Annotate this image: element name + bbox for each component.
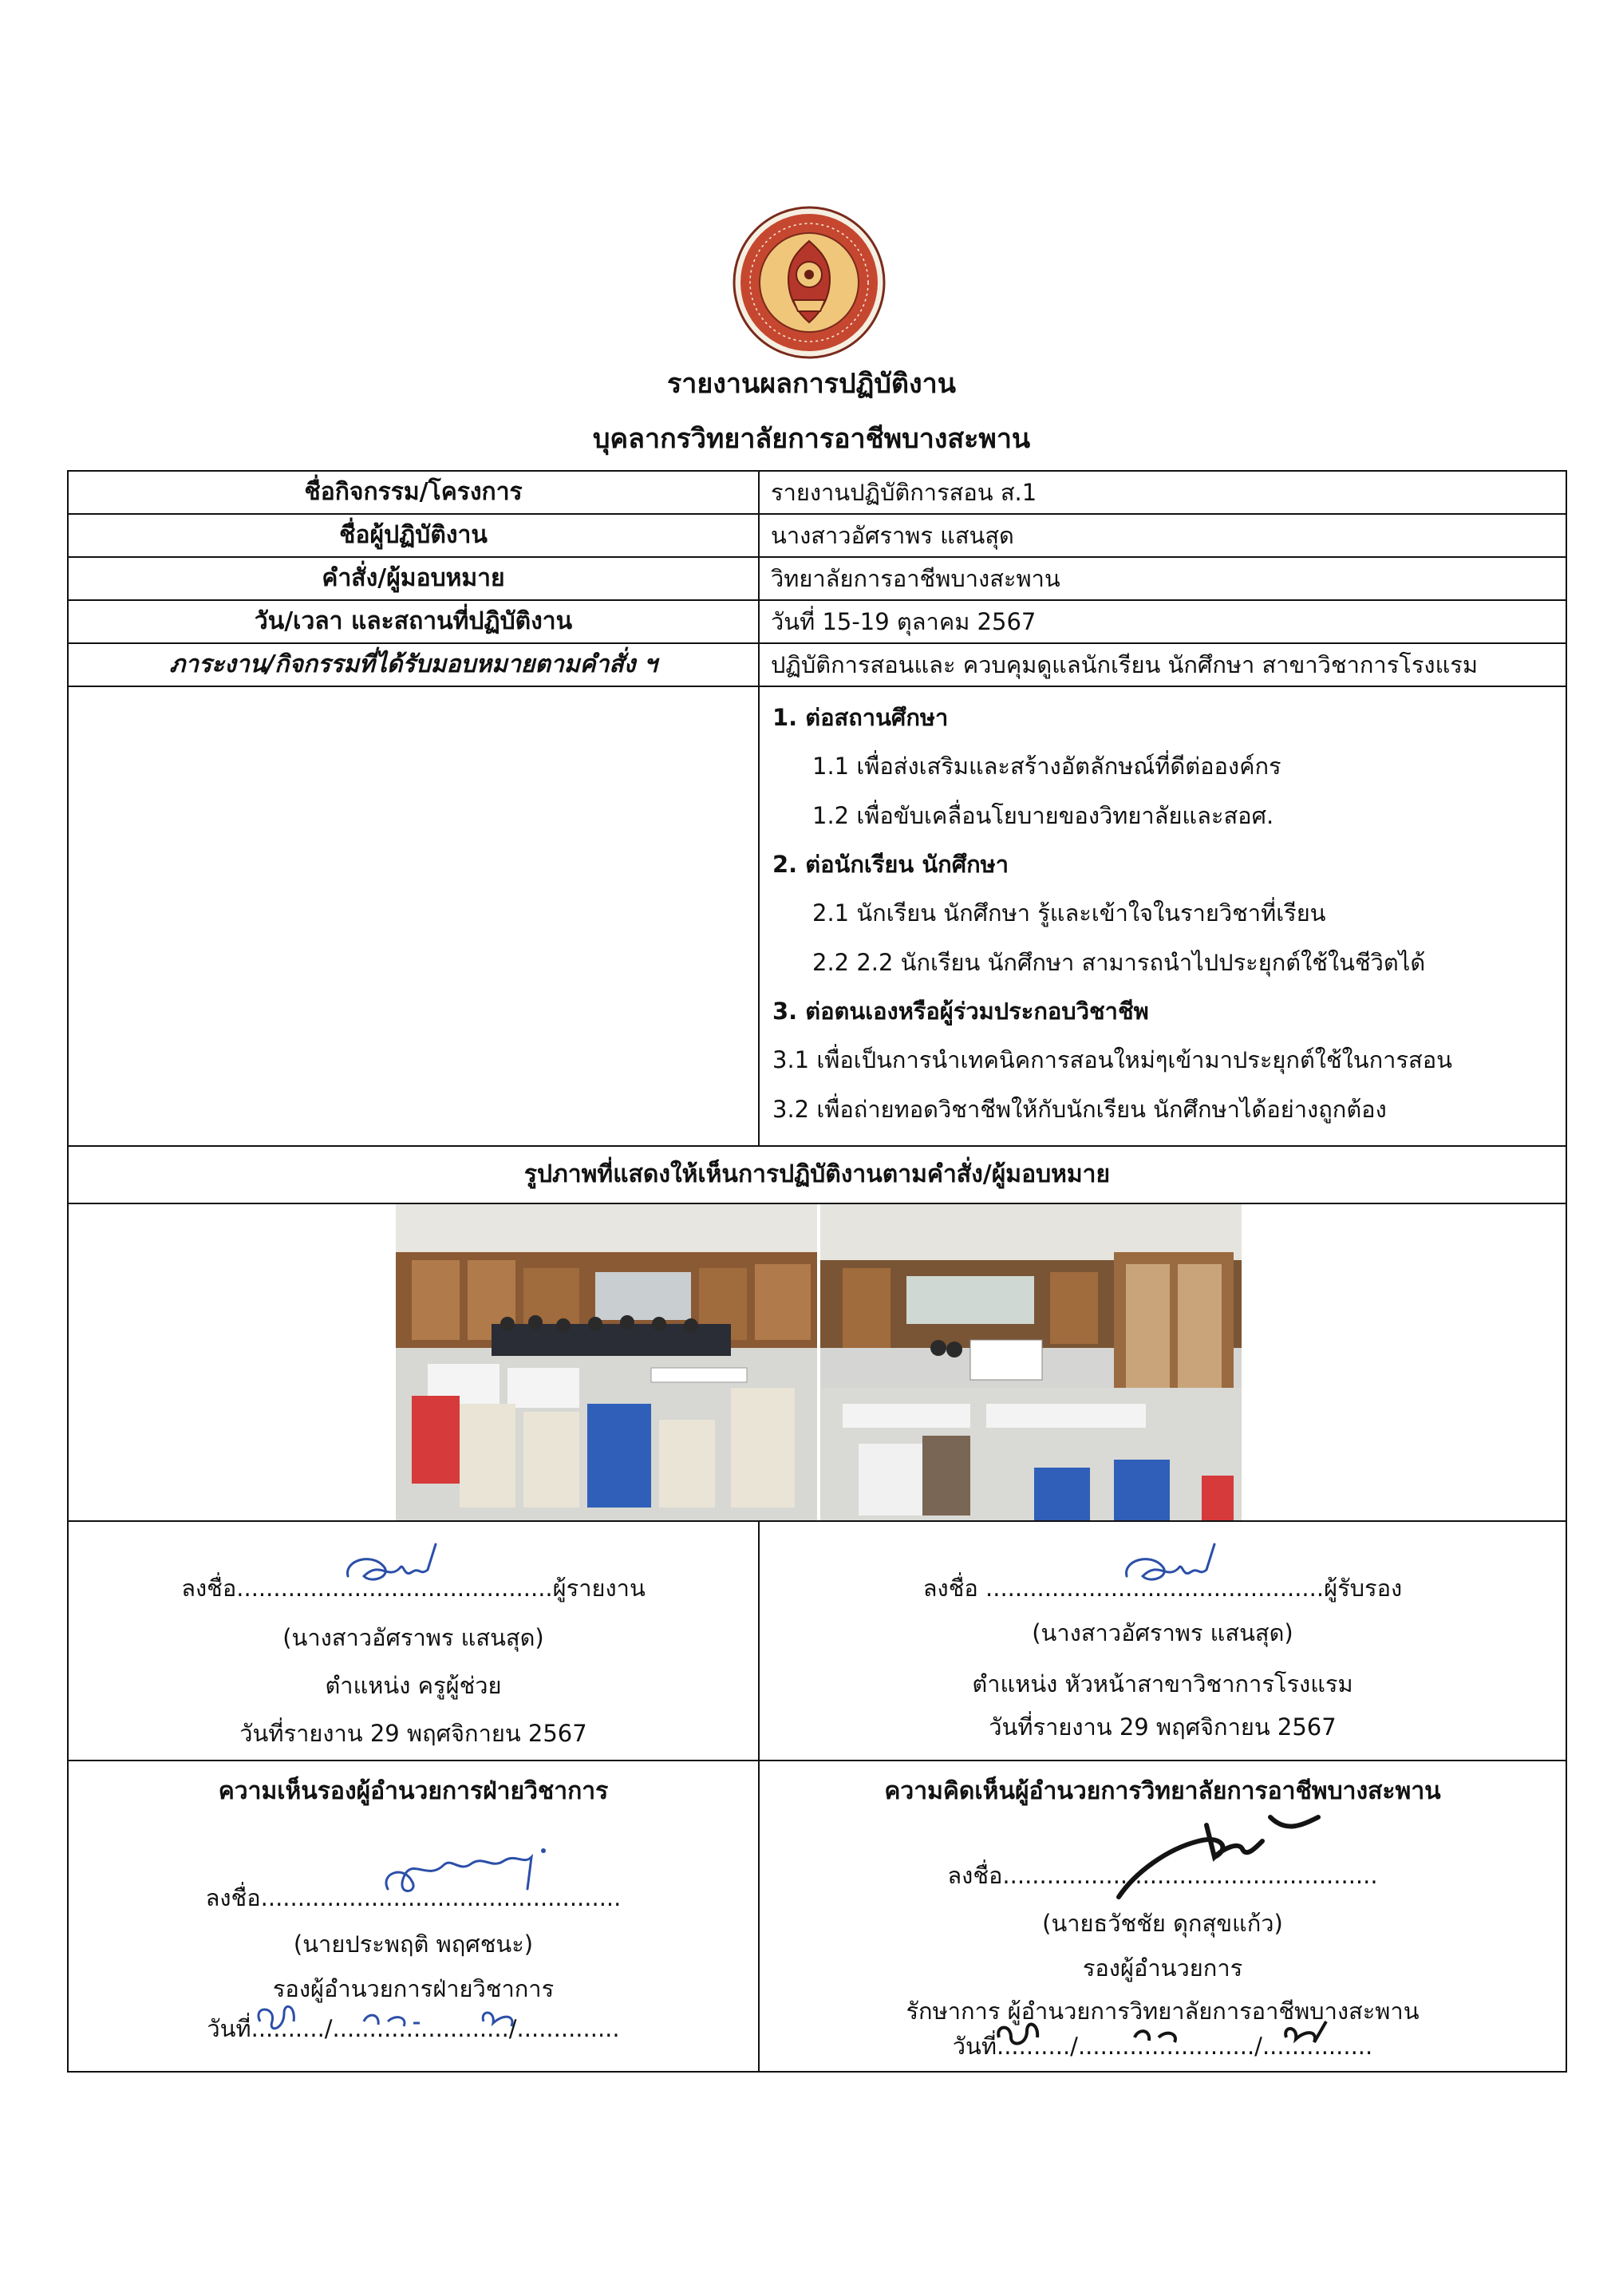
operator-label: ชื่อผู้ปฏิบัติงาน: [68, 514, 759, 557]
objective-item: 1.2 เพื่อขับเคลื่อนโยบายของวิทยาลัยและสอศ.: [812, 802, 1274, 829]
college-seal-logo: [733, 206, 886, 359]
certifier-position: ตำแหน่ง หัวหน้าสาขาวิชาการโรงแรม: [972, 1670, 1353, 1697]
form-row-photo-header: [68, 1146, 1566, 1203]
assigner-label: คำสั่ง/ผู้มอบหมาย: [68, 557, 759, 600]
task-value: ปฏิบัติการสอนและ ควบคุมดูแลนักเรียน นักศึกษา สาขาวิชาการโรงแรม: [759, 643, 1566, 686]
photo-section-header: รูปภาพที่แสดงให้เห็นการปฏิบัติงานตามคำสั่ง/ผู้มอบหมาย: [68, 1146, 1566, 1203]
reporter-position: ตำแหน่ง ครูผู้ช่วย: [325, 1672, 502, 1699]
deputy-opinion-cell: [68, 1761, 759, 2072]
objective-item: 2.2 2.2 นักเรียน นักศึกษา สามารถนำไปประยุกต์ใช้ในชีวิตได้: [812, 949, 1426, 976]
objective-item: 3.1 เพื่อเป็นการนำเทคนิคการสอนใหม่ๆเข้ามาประยุกต์ใช้ในการสอน: [772, 1046, 1452, 1073]
deputy-opinion-header: ความเห็นรองผู้อำนวยการฝ่ายวิชาการ: [218, 1777, 609, 1805]
deputy-date: วันที่........../......................../..............: [207, 2015, 620, 2042]
deputy-handwritten-date: [236, 1990, 555, 2037]
certifier-date: วันที่รายงาน 29 พฤศจิกายน 2567: [989, 1713, 1337, 1741]
form-row-activity: [68, 471, 1566, 514]
objective-item: 1.1 เพื่อส่งเสริมและสร้างอัตลักษณ์ที่ดีต่อองค์กร: [812, 753, 1281, 780]
form-row-task: [68, 643, 1566, 686]
form-row-datetime: [68, 600, 1566, 643]
photo-cell: [68, 1203, 1566, 1521]
form-row-opinions: [68, 1761, 1566, 2072]
director-date: วันที่........../......................../...............: [952, 2033, 1373, 2060]
form-row-photos: [68, 1203, 1566, 1521]
deputy-sign-line: ลงชื่อ.................................................: [205, 1884, 622, 1911]
form-row-signatures: [68, 1521, 1566, 1761]
datetime-value: วันที่ 15-19 ตุลาคม 2567: [759, 600, 1566, 643]
objective-item: 3.2 เพื่อถ่ายทอดวิชาชีพให้กับนักเรียน นักศึกษาได้อย่างถูกต้อง: [772, 1096, 1387, 1123]
certifier-signature-cell: [759, 1521, 1566, 1761]
director-name: (นายธวัชชัย ดุกสุขแก้ว): [1042, 1910, 1283, 1937]
objectives-empty-cell: [68, 686, 759, 1146]
classroom-photo-2: [820, 1204, 1242, 1520]
task-label: ภาระงาน/กิจกรรมที่ได้รับมอบหมายตามคำสั่ง ฯ: [68, 643, 759, 686]
reporter-date: วันที่รายงาน 29 พฤศจิกายน 2567: [239, 1720, 587, 1747]
director-opinion-cell: [759, 1761, 1566, 2072]
assigner-value: วิทยาลัยการอาชีพบางสะพาน: [759, 557, 1566, 600]
deputy-position: รองผู้อำนวยการฝ่ายวิชาการ: [272, 1975, 555, 2002]
report-form-table: [67, 470, 1567, 2073]
director-position: รองผู้อำนวยการ: [1082, 1954, 1243, 1982]
director-opinion-header: ความคิดเห็นผู้อำนวยการวิทยาลัยการอาชีพบางสะพาน: [884, 1777, 1441, 1805]
reporter-signature-cell: [68, 1521, 759, 1761]
director-acting-title: รักษาการ ผู้อำนวยการวิทยาลัยการอาชีพบางสะพาน: [906, 1998, 1420, 2025]
activity-value: รายงานปฏิบัติการสอน ส.1: [759, 471, 1566, 514]
datetime-label: วัน/เวลา และสถานที่ปฏิบัติงาน: [68, 600, 759, 643]
form-row-operator: [68, 514, 1566, 557]
activity-label: ชื่อกิจกรรม/โครงการ: [68, 471, 759, 514]
objectives-cell: [759, 686, 1566, 1146]
certifier-name: (นางสาวอัศราพร แสนสุด): [1032, 1619, 1293, 1646]
objective-item: 2.1 นักเรียน นักศึกษา รู้และเข้าใจในรายวิชาที่เรียน: [812, 899, 1326, 927]
director-handwritten-date: [983, 2006, 1350, 2053]
director-sign-line: ลงชื่อ...................................................: [947, 1862, 1378, 1889]
form-row-assigner: [68, 557, 1566, 600]
objective-section-title: 3. ต่อตนเองหรือผู้ร่วมประกอบวิชาชีพ: [772, 998, 1149, 1025]
report-title: รายงานผลการปฏิบัติงาน: [667, 368, 956, 400]
operator-value: นางสาวอัศราพร แสนสุด: [759, 514, 1566, 557]
classroom-photos: [396, 1204, 1242, 1520]
reporter-sign-line: ลงชื่อ...........................................ผู้รายงาน: [181, 1575, 646, 1602]
objective-section-title: 2. ต่อนักเรียน นักศึกษา: [772, 851, 1009, 878]
classroom-photo-1: [396, 1204, 817, 1520]
objective-section-title: 1. ต่อสถานศึกษา: [772, 704, 949, 731]
deputy-name: (นายประพฤติ พฤศชนะ): [293, 1930, 534, 1958]
certifier-sign-line: ลงชื่อ ..............................................ผู้รับรอง: [922, 1575, 1403, 1602]
report-subtitle: บุคลากรวิทยาลัยการอาชีพบางสะพาน: [592, 423, 1031, 455]
form-row-objectives: [68, 686, 1566, 1146]
reporter-name: (นางสาวอัศราพร แสนสุด): [282, 1624, 544, 1651]
